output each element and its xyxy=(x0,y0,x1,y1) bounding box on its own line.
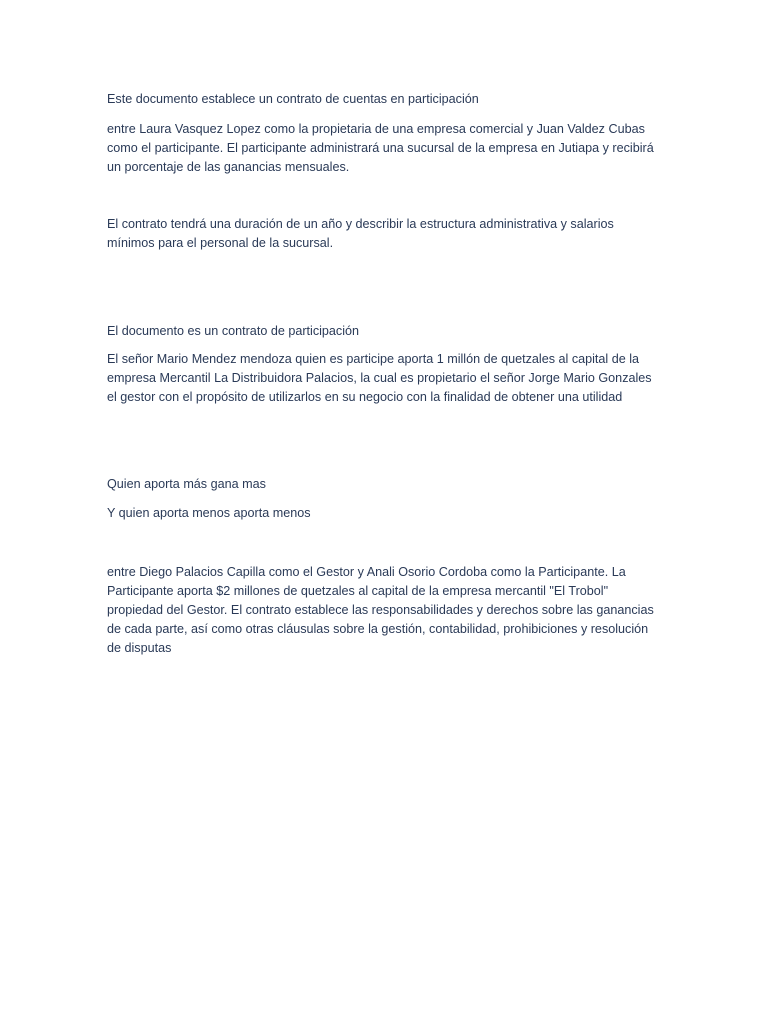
paragraph-mario-mendez xyxy=(107,350,667,407)
paragraph-quien-aporta-mas xyxy=(107,475,667,494)
text-line: El documento es un contrato de participación xyxy=(107,324,360,338)
text-line: El contrato tendrá una duración de un año y describir la estructura administrativa y salarios xyxy=(107,217,614,231)
paragraph-intro xyxy=(107,90,667,109)
text-line: Este documento establece un contrato de cuentas en participación xyxy=(107,92,479,106)
text-line: como el participante. El participante administrará una sucursal de la empresa en Jutiapa y recibirá xyxy=(107,141,654,155)
text-line: de cada parte, así como otras cláusulas sobre la gestión, contabilidad, prohibiciones y resolución xyxy=(107,622,649,636)
text-line: Quien aporta más gana mas xyxy=(107,477,266,491)
text-line: El señor Mario Mendez mendoza quien es participe aporta 1 millón de quetzales al capital de la xyxy=(107,352,640,366)
paragraph-contract-type xyxy=(107,322,667,341)
text-line: Participante aporta $2 millones de quetzales al capital de la empresa mercantil "El Trobol" xyxy=(107,584,609,598)
paragraph-duration xyxy=(107,215,667,253)
text-line: Y quien aporta menos aporta menos xyxy=(107,506,311,520)
text-line: de disputas xyxy=(107,641,172,655)
text-line: el gestor con el propósito de utilizarlos en su negocio con la finalidad de obtener una utilidad xyxy=(107,390,623,404)
text-line: empresa Mercantil La Distribuidora Palacios, la cual es propietario el señor Jorge Mario Gonzales xyxy=(107,371,652,385)
text-line: un porcentaje de las ganancias mensuales. xyxy=(107,160,350,174)
text-line: propiedad del Gestor. El contrato establece las responsabilidades y derechos sobre las ganancias xyxy=(107,603,654,617)
paragraph-parties-laura-juan xyxy=(107,120,667,177)
text-line: entre Laura Vasquez Lopez como la propietaria de una empresa comercial y Juan Valdez Cubas xyxy=(107,122,645,136)
paragraph-quien-aporta-menos xyxy=(107,504,667,523)
text-line: entre Diego Palacios Capilla como el Gestor y Anali Osorio Cordoba como la Participante. La xyxy=(107,565,626,579)
text-line: mínimos para el personal de la sucursal. xyxy=(107,236,334,250)
paragraph-diego-anali xyxy=(107,563,667,658)
